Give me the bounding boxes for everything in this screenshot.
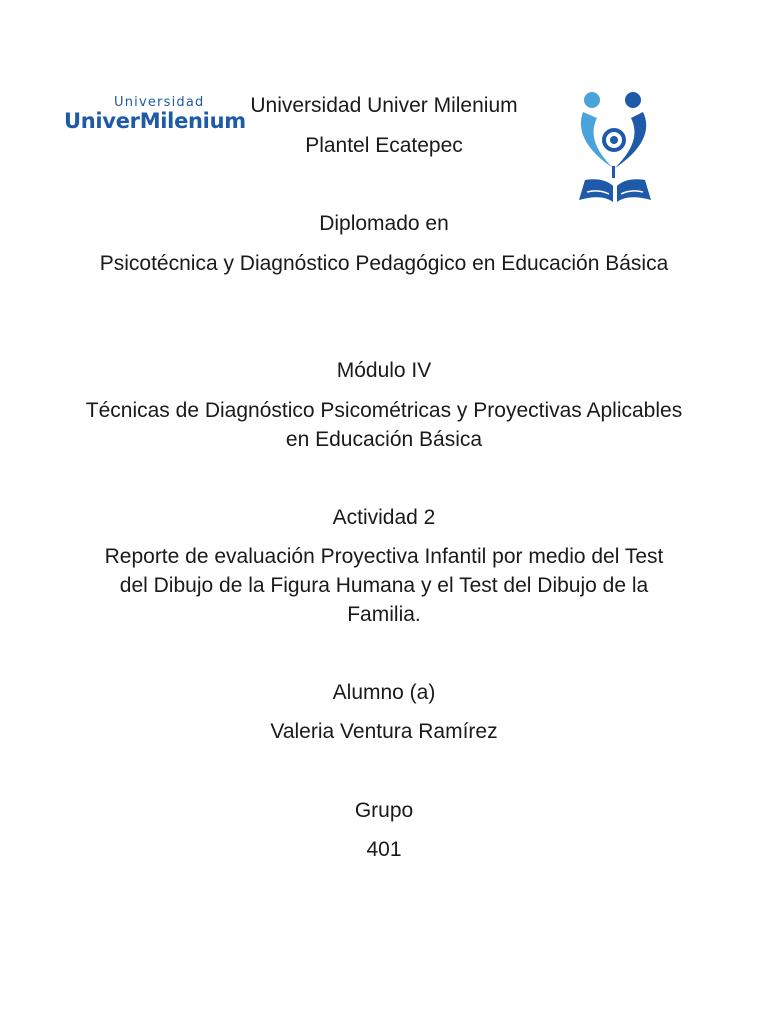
module-name: Técnicas de Diagnóstico Psicométricas y Proyectivas Aplicables en Educación Básica — [85, 399, 683, 451]
group-label: Grupo — [354, 799, 414, 822]
student-label: Alumno (a) — [332, 681, 436, 704]
student-name: Valeria Ventura Ramírez — [270, 720, 498, 743]
activity-description: Reporte de evaluación Proyectiva Infantil por medio del Test del Dibujo de la Figura Humana y el Test del Dibujo de la Familia. — [104, 545, 664, 626]
logo-big-text: UniverMilenium — [64, 109, 246, 133]
group-number: 401 — [366, 838, 402, 861]
university-name: Universidad Univer Milenium — [250, 94, 518, 117]
campus-name: Plantel Ecatepec — [305, 134, 463, 157]
module-label: Módulo IV — [336, 359, 432, 382]
activity-label: Actividad 2 — [332, 506, 436, 529]
logo-small-text: Universidad — [114, 95, 205, 110]
diploma-name: Psicotécnica y Diagnóstico Pedagógico en Educación Básica — [99, 252, 669, 275]
diploma-label: Diplomado en — [319, 212, 449, 235]
